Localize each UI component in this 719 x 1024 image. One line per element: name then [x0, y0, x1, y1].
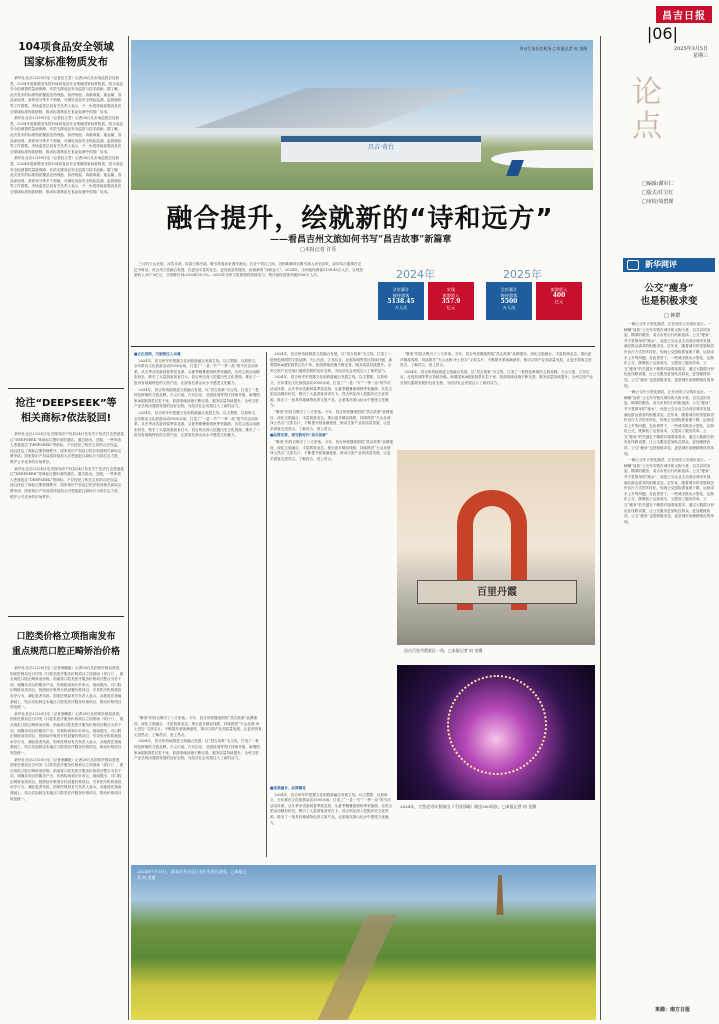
article-headline[interactable]	[8, 396, 124, 426]
body-text: 新华社北京2月28日电（记者赵文君）记者28日从市场监管总局获悉，2024年度新增发布的104项食品安全领域国家标准物质，将为食品安全检测提供量值保障，有效支撑食品安全监管与技术创新。据了解，此次发布的标准物质覆盖农药残留、兽药残留、真菌毒素、重金属、食品添加剂、营养成分等多个领域，可满足食品安全风险监测、监督抽检等工作需要。市场监管总局有关负责人表示，下一步将持续加强食品安全领域标准物质研制，推动标准物质在食品检测中的推广应用。	[10, 76, 124, 114]
newspaper-logo: 昌吉日报	[656, 6, 712, 23]
stat-value: 5138.45	[387, 298, 415, 305]
valley-path	[315, 915, 396, 1020]
feature-body-col3	[400, 352, 594, 444]
feature-headline[interactable]: 融合提升，绘就新的“诗和远方”	[166, 204, 554, 234]
stat-unit: 亿元	[446, 305, 456, 310]
body-text: 新华社北京2月28日电（记者徐鹏航）记者28日从国家医保局获悉，国家医保局近日印发《口腔类医疗服务价格项目立项指南（试行）》，重点规范口腔正畸矫治价格。指南将口腔类医疗服务价格项目整合为若干项，明确各项目的服务产出、价格构成和计价单元。指南提出，对口腔正畸矫治类项目，按照治疗难度分档设置价格项目，引导医疗机构规范诊疗行为，减轻患者负担。国家医保局有关负责人表示，各地将在指南基础上，结合实际制定本地区口腔类医疗服务价格项目，推动价格项目规范统一。	[10, 666, 124, 710]
stat-box-visitors-2024	[378, 282, 424, 320]
article-headline[interactable]	[8, 630, 124, 660]
masthead	[600, 6, 712, 62]
body-text: 新华社北京2月28日电（记者赵文君）记者28日从市场监管总局获悉，2024年度新增发布的104项食品安全领域国家标准物质，将为食品安全检测提供量值保障，有效支撑食品安全监管与技术创新。据了解，此次发布的标准物质覆盖农药残留、兽药残留、真菌毒素、重金属、食品添加剂、营养成分等多个领域，可满足食品安全风险监测、监督抽检等工作需要。市场监管总局有关负责人表示，下一步将持续加强食品安全领域标准物质研制，推动标准物质在食品检测中的推广应用。	[10, 116, 124, 154]
feature-body-col1	[134, 352, 262, 712]
body-text: 一辆公交车小型化测试，正在西安公交城市运行。一辆辆“迷你”公交车穿梭在城市的大街小巷，以灵活的身姿、精准的服务，成为市民出行的新选择。公交“瘦身”，并不是简单的“缩水”，而是公交企业主动适应城市发展、满足群众需求的积极求变。近年来，随着城市的发展和居民出行方式的多样化，传统公交面临着客流下降、运营成本上升等问题。在此背景下，一些城市推出小型化、定制化公交，既降低了运营成本，又提高了服务效率。公交“瘦身”的关键在于精准对接乘客需求，通过大数据分析优化线路设置，让公交服务更加贴近群众、更加便捷高效。公交“瘦身”也是积极求变，更是城市治理精细化的体现。	[624, 322, 714, 388]
feature-byline: □本报记者 许乐	[300, 247, 337, 253]
page-number: |06|	[646, 24, 678, 43]
stat-value: 400	[552, 292, 566, 299]
editor-line: □编辑/谢军仁	[642, 181, 674, 187]
stat-text: 接待游客	[392, 293, 410, 298]
editor-line: □版式/任宝红	[642, 190, 674, 196]
body-text: “醉美”的昌吉吸引了八方来客。今年，昌吉州将继续围绕“昌吉故事”品牌建设，深化文旅融合，丰富旅游业态，推出更多精品线路，持续擦亮“天山北坡·净土昌吉”文旅名片，不断提升游客满意度，推动文旅产业高质量发展，让更多游客走进昌吉、了解昌吉、爱上昌吉。	[400, 352, 592, 368]
body-text: 一辆公交车小型化测试，正在西安公交城市运行。一辆辆“迷你”公交车穿梭在城市的大街小巷，以灵活的身姿、精准的服务，成为市民出行的新选择。公交“瘦身”，并不是简单的“缩水”，而是公交企业主动适应城市发展、满足群众需求的积极求变。近年来，随着城市的发展和居民出行方式的多样化，传统公交面临着客流下降、运营成本上升等问题。在此背景下，一些城市推出小型化、定制化公交，既降低了运营成本，又提高了服务效率。公交“瘦身”的关键在于精准对接乘客需求，通过大数据分析优化线路设置，让公交服务更加贴近群众、更加便捷高效。公交“瘦身”也是积极求变，更是城市治理精细化的体现。	[624, 390, 714, 456]
stat-unit: 万人次	[394, 305, 408, 310]
feature-lead	[134, 262, 364, 332]
feature-body-col2	[270, 352, 394, 782]
stat-text: 旅游收入	[442, 293, 460, 298]
section-heading: ■高质融合，品牌擦亮	[270, 786, 306, 790]
article-body	[10, 666, 124, 1018]
stat-box-revenue-2024	[428, 282, 474, 320]
terminal-sign: 昌吉·奇台	[368, 144, 394, 151]
article-body	[10, 76, 124, 372]
lead-text: 三月的天山北坡，冰雪未消，如春天的序曲，吸引游客前来漫步游玩；在各个景区之间，各种新潮项目吸引游人纷至沓来，如同本次盛事在记忆中鲜活。昌吉州文旅融合发展，以更加丰富的业态、更加优质的服务，绘就新的“诗和远方”。2024年，全州接待游客5138.45万人次，实现旅游收入357.9亿元，分别增长14.02%和20.3%。2025年全州文旅系统将持续发力，预计接待游客突破5500万人次。	[134, 262, 363, 278]
feature-body-col2b	[270, 786, 394, 858]
sign-text: 百里丹霞	[477, 587, 517, 598]
column-headline[interactable]	[626, 282, 712, 308]
column-tag-icon	[627, 260, 639, 270]
weekday-text: 星期三	[692, 53, 708, 59]
body-text: “醉美”的昌吉吸引了八方来客。今年，昌吉州将继续围绕“昌吉故事”品牌建设，深化文旅融合，丰富旅游业态，推出更多精品线路，持续擦亮“天山北坡·净土昌吉”文旅名片，不断提升游客满意度，推动文旅产业高质量发展，让更多游客走进昌吉、了解昌吉、爱上昌吉。	[134, 716, 262, 737]
column-body	[624, 322, 714, 1002]
section-heading: ■品牌完善，谱写新时代“昌吉故事”	[270, 433, 328, 438]
body-text: 一辆公交车小型化测试，正在西安公交城市运行。一辆辆“迷你”公交车穿梭在城市的大街小巷，以灵活的身姿、精准的服务，成为市民出行的新选择。公交“瘦身”，并不是简单的“缩水”，而是公交企业主动适应城市发展、满足群众需求的积极求变。近年来，随着城市的发展和居民出行方式的多样化，传统公交面临着客流下降、运营成本上升等问题。在此背景下，一些城市推出小型化、定制化公交，既降低了运营成本，又提高了服务效率。公交“瘦身”的关键在于精准对接乘客需求，通过大数据分析优化线路设置，让公交服务更加贴近群众、更加便捷高效。公交“瘦身”也是积极求变，更是城市治理精细化的体现。	[624, 458, 714, 524]
article-headline[interactable]	[8, 40, 124, 70]
body-text: 2024年，昌吉州牢牢把握文化和旅游融合发展主线，以文塑旅、以旅彰文，全年推出文化旅游活动1000余场，打造了“一县一节”“一季一品”的节庆活动体系。从冬季冰雪游到春季赏花游，从夏季避暑游到秋季采摘游，各类文旅活动精彩纷呈，吸引了大量游客前来打卡。昌吉州还深入挖掘历史文化资源，推出了一批具有地域特色的文旅产品，让游客在游山玩水中感受文化魅力。	[270, 375, 393, 408]
divider	[8, 616, 124, 617]
body-text: 2024年，昌吉州牢牢把握文化和旅游融合发展主线，以文塑旅、以旅彰文，全年推出文化旅游活动1000余场，打造了“一县一节”“一季一品”的节庆活动体系。从冬季冰雪游到春季赏花游，从夏季避暑游到秋季采摘游，各类文旅活动精彩纷呈，吸引了大量游客前来打卡。昌吉州还深入挖掘历史文化资源，推出了一批具有地域特色的文旅产品，让游客在游山玩水中感受文化魅力。	[134, 358, 260, 385]
terminal-building	[281, 136, 481, 162]
body-text: 2024年，昌吉州持续推进文旅融合发展，以“昌吉故事”为主线，打造了一批特色鲜明的文旅品牌。天山天池、江布拉克、北庭故城等景区持续升级，新增国家A级旅游景区若干家，旅游基础设施不断完善，服务质量持续提升。全州文旅产业呈现出蓬勃发展的良好态势，为经济社会发展注入了新的活力。	[134, 739, 260, 761]
stat-box-visitors-2025	[486, 282, 532, 320]
body-text: 新华社北京2月24日电 国家知识产权局24日发布关于依法打击恶意抢注“DEEPSEEK”等商标注册申请的通告。通告指出，近期，一些申请人恶意抢注“DEEPSEEK”等商标，不仅侵犯了相关主体的合法权益，而且扰乱了商标注册管理秩序，国家知识产权局已依法驳回相关商标注册申请。国家知识产权局将持续加大对恶意抢注商标行为的打击力度，维护公平竞争的市场秩序。	[10, 432, 124, 464]
section-heading: ■文化浸润，为旅游注入灵魂	[134, 352, 181, 356]
airplane	[491, 150, 593, 168]
divider	[8, 388, 124, 389]
column-rule	[600, 36, 601, 1020]
body-text: 2024年，昌吉州牢牢把握文化和旅游融合发展主线，以文塑旅、以旅彰文，全年推出文化旅游活动1000余场，打造了“一县一节”“一季一品”的节庆活动体系。从冬季冰雪游到春季赏花游，从夏季避暑游到秋季采摘游，各类文旅活动精彩纷呈，吸引了大量游客前来打卡。昌吉州还深入挖掘历史文化资源，推出了一批具有地域特色的文旅产品，让游客在游山玩水中感受文化魅力。	[270, 792, 393, 825]
stat-unit: 万人次	[502, 305, 516, 310]
headline-line: 重点规范口腔正畸矫治价格	[11, 647, 120, 657]
feature-subheadline: ——看昌吉州文旅如何书写“昌吉故事”新篇章	[270, 235, 452, 245]
editor-credits	[642, 180, 673, 207]
body-text: 新华社北京2月24日电 国家知识产权局24日发布关于依法打击恶意抢注“DEEPSEEK”等商标注册申请的通告。通告指出，近期，一些申请人恶意抢注“DEEPSEEK”等商标，不仅侵犯了相关主体的合法权益，而且扰乱了商标注册管理秩序，国家知识产权局已依法驳回相关商标注册申请。国家知识产权局将持续加大对恶意抢注商标行为的打击力度，维护公平竞争的市场秩序。	[10, 466, 124, 499]
stat-value: 357.9	[441, 298, 461, 305]
photo-stage-performance	[397, 665, 595, 800]
stage-light-ring	[447, 675, 547, 775]
body-text: 2024年，昌吉州持续推进文旅融合发展，以“昌吉故事”为主线，打造了一批特色鲜明的文旅品牌。天山天池、江布拉克、北庭故城等景区持续升级，新增国家A级旅游景区若干家，旅游基础设施不断完善，服务质量持续提升。全州文旅产业呈现出蓬勃发展的良好态势，为经济社会发展注入了新的活力。	[400, 369, 594, 385]
body-text: 2024年，昌吉州牢牢把握文化和旅游融合发展主线，以文塑旅、以旅彰文，全年推出文化旅游活动1000余场，打造了“一县一节”“一季一品”的节庆活动体系。从冬季冰雪游到春季赏花游，从夏季避暑游到秋季采摘游，各类文旅活动精彩纷呈，吸引了大量游客前来打卡。昌吉州还深入挖掘历史文化资源，推出了一批具有地域特色的文旅产品，让游客在游山玩水中感受文化魅力。	[134, 410, 260, 438]
photo-caption: 2024年7月11日，游客在奇台县江布拉克景区游览。□本报记者 何 龙摄	[137, 869, 247, 880]
issue-date	[674, 46, 708, 60]
body-text: 新华社北京2月28日电（记者徐鹏航）记者28日从国家医保局获悉，国家医保局近日印发《口腔类医疗服务价格项目立项指南（试行）》，重点规范口腔正畸矫治价格。指南将口腔类医疗服务价格项目整合为若干项，明确各项目的服务产出、价格构成和计价单元。指南提出，对口腔正畸矫治类项目，按照治疗难度分档设置价格项目，引导医疗机构规范诊疗行为，减轻患者负担。国家医保局有关负责人表示，各地将在指南基础上，结合实际制定本地区口腔类医疗服务价格项目，推动价格项目规范统一。	[10, 757, 124, 801]
column-source: 来源：南方日报	[655, 1007, 691, 1013]
column-tag-label: 新华网评	[645, 260, 677, 269]
stat-text: 实现	[446, 287, 456, 292]
stat-text: 旅游收入	[550, 287, 568, 292]
headline-line: 104项食品安全领域	[18, 41, 114, 53]
year-label-2025: 2025年	[503, 268, 542, 281]
year-label-2024: 2024年	[396, 268, 435, 281]
headline-line: 国家标准物质发布	[24, 56, 108, 68]
stat-box-revenue-2025	[536, 282, 582, 320]
stat-unit: 亿元	[554, 299, 564, 304]
divider	[131, 346, 595, 347]
photo-caption: 奇台江布拉克机场 □本报记者 何 龙摄	[519, 46, 587, 51]
column-tag	[623, 258, 715, 272]
column-author: □ 钟群	[664, 313, 681, 319]
photo-danxia-sign	[397, 450, 595, 645]
headline-line: 公交“瘦身”	[644, 283, 694, 294]
headline-line: 抢注“DEEPSEEK”等	[15, 398, 117, 409]
column-rule	[128, 36, 129, 1020]
sign-board	[417, 580, 577, 604]
section-title: 论点	[632, 75, 662, 144]
stat-text: 全年累计	[392, 287, 410, 292]
headline-line: 也是积极求变	[640, 296, 698, 307]
body-text: “醉美”的昌吉吸引了八方来客。今年，昌吉州将继续围绕“昌吉故事”品牌建设，深化文旅融合，丰富旅游业态，推出更多精品线路，持续擦亮“天山北坡·净土昌吉”文旅名片，不断提升游客满意度，推动文旅产业高质量发展，让更多游客走进昌吉、了解昌吉、爱上昌吉。	[270, 409, 394, 431]
date-text: 2025年3月5日	[673, 46, 708, 52]
body-text: 新华社北京2月28日电（记者赵文君）记者28日从市场监管总局获悉，2024年度新增发布的104项食品安全领域国家标准物质，将为食品安全检测提供量值保障，有效支撑食品安全监管与技术创新。据了解，此次发布的标准物质覆盖农药残留、兽药残留、真菌毒素、重金属、食品添加剂、营养成分等多个领域，可满足食品安全风险监测、监督抽检等工作需要。市场监管总局有关负责人表示，下一步将持续加强食品安全领域标准物质研制，推动标准物质在食品检测中的推广应用。	[10, 156, 124, 194]
body-text: “醉美”的昌吉吸引了八方来客。今年，昌吉州将继续围绕“昌吉故事”品牌建设，深化文旅融合，丰富旅游业态，推出更多精品线路，持续擦亮“天山北坡·净土昌吉”文旅名片，不断提升游客满意度，推动文旅产业高质量发展，让更多游客走进昌吉、了解昌吉、爱上昌吉。	[270, 439, 394, 461]
editor-line: □审校/周碧瑾	[642, 199, 674, 205]
headline-line: 相关商标?依法驳回!	[20, 413, 112, 424]
windmill	[491, 875, 509, 915]
body-text: 新华社北京2月28日电（记者徐鹏航）记者28日从国家医保局获悉，国家医保局近日印发《口腔类医疗服务价格项目立项指南（试行）》，重点规范口腔正畸矫治价格。指南将口腔类医疗服务价格项目整合为若干项，明确各项目的服务产出、价格构成和计价单元。指南提出，对口腔正畸矫治类项目，按照治疗难度分档设置价格项目，引导医疗机构规范诊疗行为，减轻患者负担。国家医保局有关负责人表示，各地将在指南基础上，结合实际制定本地区口腔类医疗服务价格项目，推动价格项目规范统一。	[10, 711, 124, 755]
photo-jiangbulake-valley	[131, 865, 596, 1020]
stat-text: 接待游客	[500, 293, 518, 298]
headline-line: 口腔类价格立项指南发布	[16, 632, 116, 642]
body-text: 2024年，昌吉州持续推进文旅融合发展，以“昌吉故事”为主线，打造了一批特色鲜明的文旅品牌。天山天池、江布拉克、北庭故城等景区持续升级，新增国家A级旅游景区若干家，旅游基础设施不断完善，服务质量持续提升。全州文旅产业呈现出蓬勃发展的良好态势，为经济社会发展注入了新的活力。	[270, 352, 393, 373]
mountain-shape	[131, 88, 593, 128]
photo-caption: 2024年，大型史诗实景演出《千回西域》演出200场次。□本报记者 何 龙摄	[400, 804, 537, 809]
stat-value: 5500	[500, 298, 518, 305]
body-text: 2024年，昌吉州持续推进文旅融合发展，以“昌吉故事”为主线，打造了一批特色鲜明的文旅品牌。天山天池、江布拉克、北庭故城等景区持续升级，新增国家A级旅游景区若干家，旅游基础设施不断完善，服务质量持续提升。全州文旅产业呈现出蓬勃发展的良好态势，为经济社会发展注入了新的活力。	[134, 387, 260, 409]
column-rule	[266, 352, 267, 857]
hero-photo-airport	[131, 40, 593, 190]
feature-body-col1b	[134, 716, 262, 856]
photo-caption: 昌吉百里丹霞景区一角。□本报记者 何 龙摄	[404, 648, 483, 653]
stat-text: 全年累计	[500, 287, 518, 292]
article-body	[10, 432, 124, 608]
